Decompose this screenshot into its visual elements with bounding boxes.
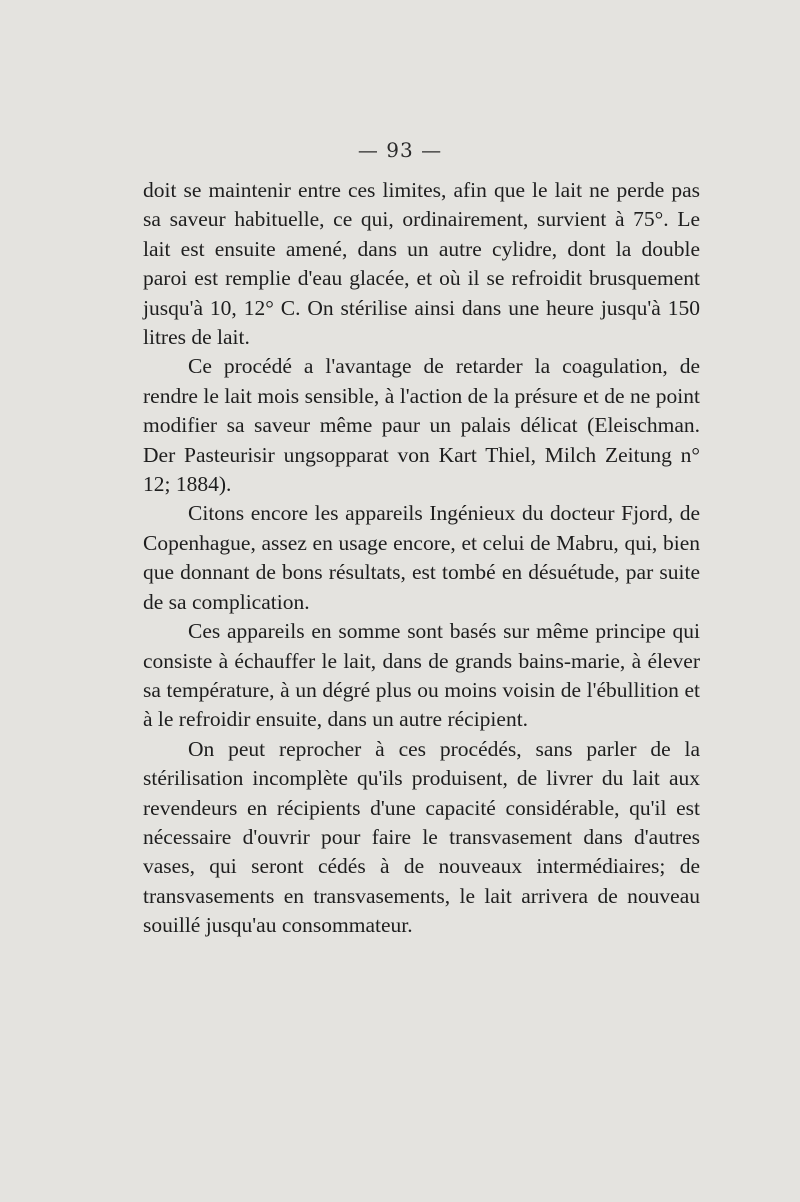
paragraph-1: doit se maintenir entre ces limites, afin que le lait ne perde pas sa saveur habituelle, ce qui, ordinairement, survient à 75°. Le lait est ensuite amené, dans un autre cylidre, dont la double paroi est remplie d'eau glacée, et où il se refroidit brusquement jusqu'à 10, 12° C. On stérilise ainsi dans une heure jusqu'à 150 litres de lait. [143, 178, 700, 350]
page-number: — 93 — [357, 138, 443, 162]
paragraph-2: Ce procédé a l'avantage de retarder la coagulation, de rendre le lait mois sensible, à l'action de la présure et de ne point modifier sa saveur même paur un palais délicat (Eleischman. Der Pasteurisir ungsopparat von Kart Thiel, Milch Zeitung n° 12; 1884). [143, 354, 700, 497]
body-text [143, 176, 700, 941]
paragraph-4: Ces appareils en somme sont basés sur même principe qui consiste à échauffer le lait, dans de grands bains-marie, à élever sa température, à un dégré plus ou moins voisin de l'ébullition et à le refroidir ensuite, dans un autre récipient. [143, 619, 700, 732]
paragraph-5: On peut reprocher à ces procédés, sans parler de la stérilisation incomplète qu'ils produisent, de livrer du lait aux revendeurs en récipients d'une capacité considérable, qu'il est nécessaire d'ouvrir pour faire le transvasement dans d'autres vases, qui seront cédés à de nouveaux intermédiaires; de transvasements en transvasements, le lait arrivera de nouveau souillé jusqu'au consommateur. [143, 736, 700, 938]
paragraph-3: Citons encore les appareils Ingénieux du docteur Fjord, de Copenhague, assez en usage encore, et celui de Mabru, qui, bien que donnant de bons résultats, est tombé en désuétude, par suite de sa complication. [143, 501, 700, 614]
